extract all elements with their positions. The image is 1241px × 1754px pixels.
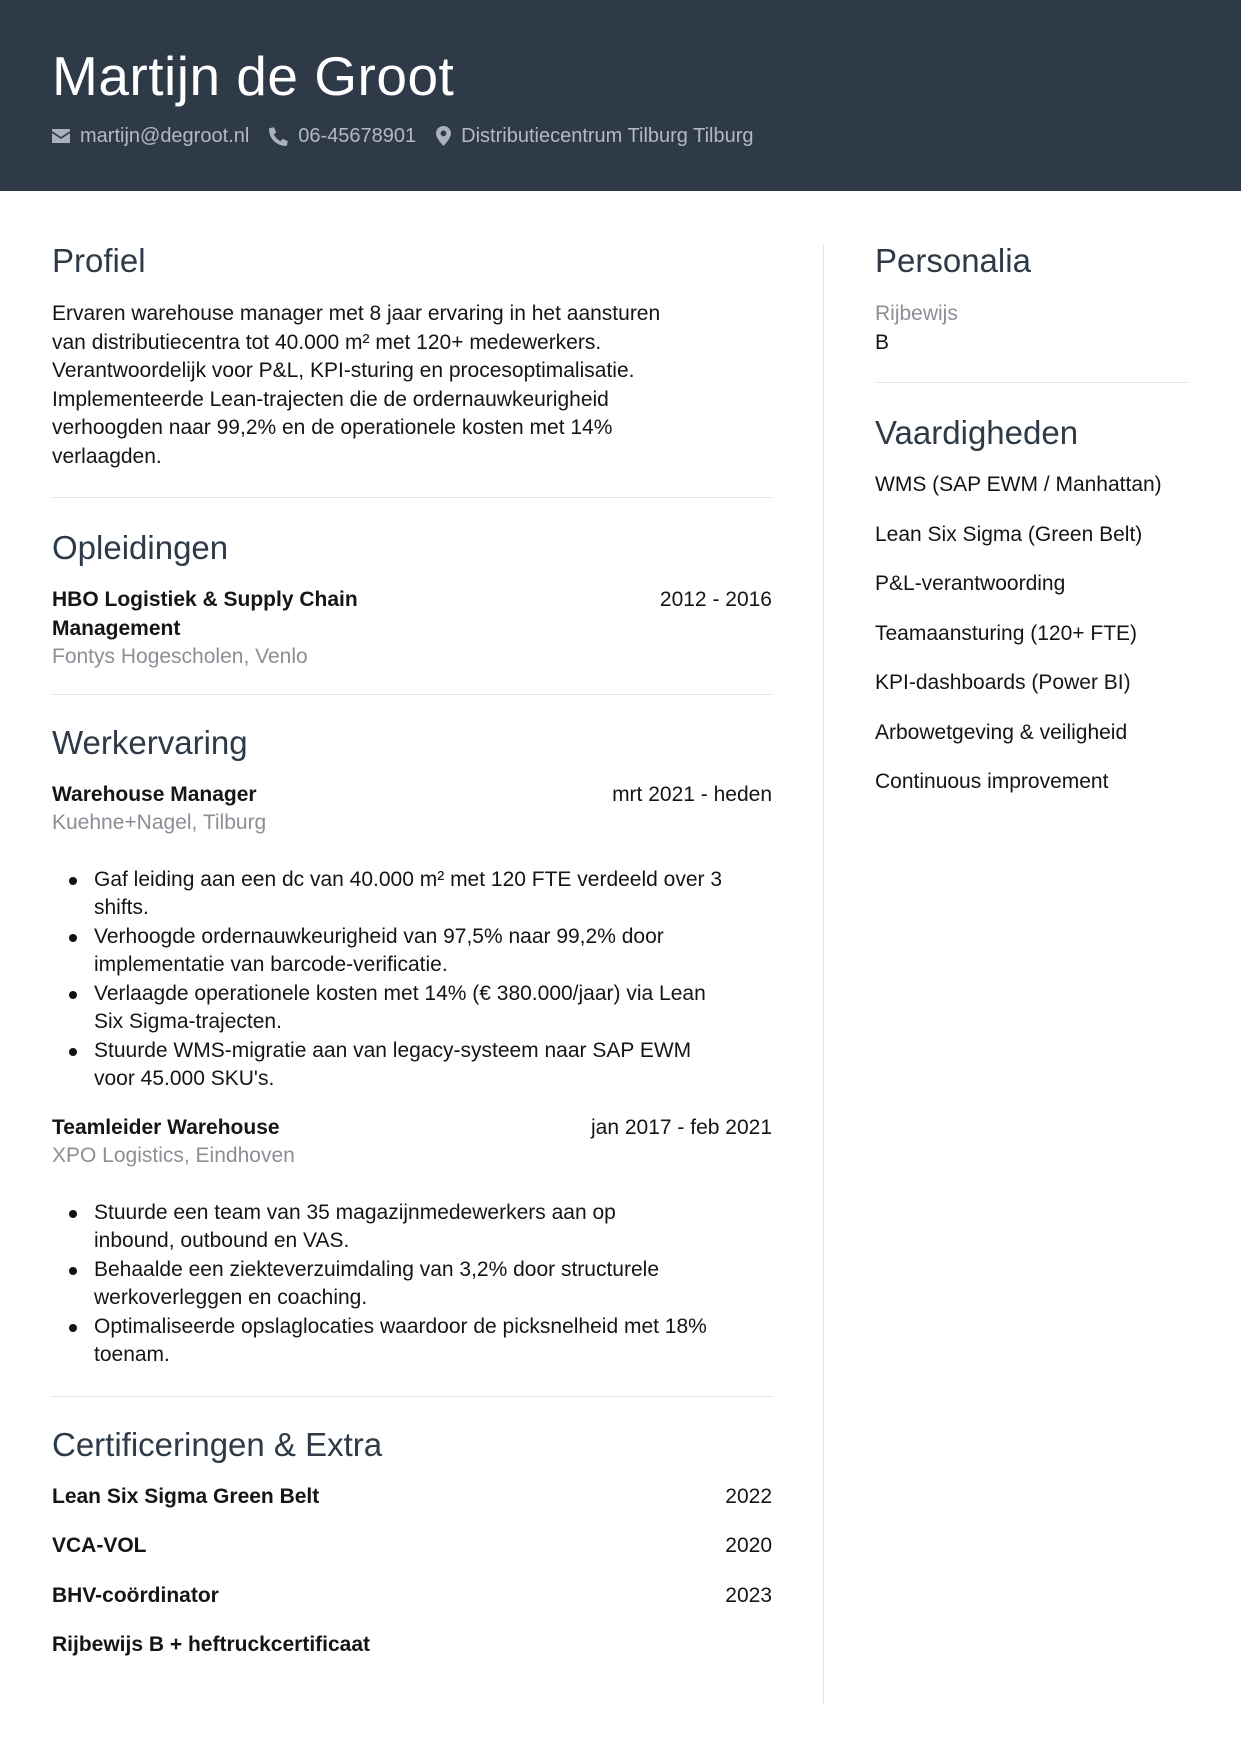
education-years: 2012 - 2016: [659, 588, 772, 611]
degree-line: HBO Logistiek & Supply Chain: [52, 588, 358, 611]
header-banner: [0, 0, 1241, 191]
contact-location: [436, 125, 753, 148]
list-item: Behaalde een ziekteverzuimdaling van 3,2% door structurele werkoverleggen en coaching.: [52, 1256, 772, 1313]
personalia-value: B: [875, 330, 890, 354]
skill-item: Teamaansturing (120+ FTE): [875, 621, 1138, 645]
list-item: Optimaliseerde opslaglocaties waardoor de picksnelheid met 18% toenam.: [52, 1313, 772, 1370]
school-name: Fontys Hogescholen, Venlo: [52, 645, 308, 668]
cert-name: VCA-VOL: [52, 1534, 147, 1557]
envelope-icon: [52, 129, 70, 143]
skill-item: WMS (SAP EWM / Manhattan): [875, 473, 1162, 496]
cert-year: 2020: [725, 1534, 772, 1557]
column-divider: [823, 245, 824, 1705]
contact-bar: [52, 122, 774, 150]
skills-section: [875, 412, 1188, 818]
location-text: Distributiecentrum Tilburg Tilburg: [461, 124, 754, 147]
job-period: mrt 2021 - heden: [612, 782, 772, 806]
list-item: Stuurde WMS-migratie aan van legacy-systeem naar SAP EWM voor 45.000 SKU's.: [52, 1037, 772, 1094]
main-column: [52, 240, 772, 1681]
education-section: [52, 527, 772, 672]
list-item: Verhoogde ordernauwkeurigheid van 97,5% naar 99,2% door implementatie van barcode-verificatie.: [52, 923, 772, 980]
cert-item: [52, 1582, 772, 1632]
side-column: [875, 240, 1188, 818]
map-pin-icon: [436, 126, 451, 146]
contact-phone[interactable]: [269, 125, 416, 148]
cert-item: [52, 1532, 772, 1582]
education-item: [52, 586, 772, 643]
profile-line: verhoogden naar 99,2% en de operationele kosten met 14%: [52, 416, 613, 439]
section-divider: [52, 694, 772, 695]
cert-name: Lean Six Sigma Green Belt: [52, 1484, 320, 1508]
cert-year: 2022: [725, 1484, 772, 1508]
skill-item: P&L-verantwoording: [875, 572, 1066, 595]
profile-line: Implementeerde Lean-trajecten die de ordernauwkeurigheid: [52, 387, 609, 411]
job-entry: [52, 781, 772, 1094]
degree-line: Management: [52, 616, 181, 640]
cert-name: Rijbewijs B + heftruckcertificaat: [52, 1633, 371, 1656]
certifications-section: [52, 1424, 772, 1681]
personalia-heading: Personalia: [875, 242, 1031, 279]
job-entry: [52, 1114, 772, 1370]
section-divider: [52, 497, 772, 498]
section-divider: [875, 382, 1188, 383]
profile-summary: [52, 300, 772, 471]
cert-item: [52, 1631, 772, 1681]
experience-section: [52, 722, 772, 1370]
personalia-label: Rijbewijs: [875, 302, 958, 325]
list-item: Gaf leiding aan een dc van 40.000 m² met 120 FTE verdeeld over 3 shifts.: [52, 866, 772, 923]
job-bullets: [52, 1199, 772, 1370]
job-bullets: [52, 866, 772, 1094]
list-item: Verlaagde operationele kosten met 14% (€ 380.000/jaar) via Lean Six Sigma-trajecten.: [52, 980, 772, 1037]
skill-item: Arbowetgeving & veiligheid: [875, 720, 1128, 744]
profile-line: Ervaren warehouse manager met 8 jaar ervaring in het aansturen: [52, 302, 661, 325]
profile-heading: Profiel: [52, 242, 146, 279]
cert-name: BHV-coördinator: [52, 1583, 219, 1607]
profile-line: Verantwoordelijk voor P&L, KPI-sturing en procesoptimalisatie.: [52, 359, 635, 382]
job-role: Warehouse Manager: [52, 782, 257, 806]
experience-heading: Werkervaring: [52, 723, 248, 761]
skill-item: KPI-dashboards (Power BI): [875, 671, 1131, 694]
skill-item: Lean Six Sigma (Green Belt): [875, 522, 1143, 546]
profile-section: [52, 240, 772, 471]
contact-email[interactable]: [52, 125, 249, 148]
personalia-section: [875, 240, 1188, 357]
skills-list: [875, 471, 1188, 818]
job-role: Teamleider Warehouse: [52, 1115, 280, 1139]
section-divider: [52, 1396, 772, 1397]
profile-line: van distributiecentra tot 40.000 m² met 120+ medewerkers.: [52, 330, 602, 354]
cert-item: [52, 1483, 772, 1533]
phone-text: 06-45678901: [298, 124, 417, 147]
phone-icon: [269, 127, 288, 146]
job-period: jan 2017 - feb 2021: [591, 1115, 772, 1139]
degree-title: [52, 586, 358, 643]
certifications-heading: Certificeringen & Extra: [52, 1425, 383, 1463]
education-heading: Opleidingen: [52, 529, 229, 566]
skill-item: Continuous improvement: [875, 770, 1109, 793]
skills-heading: Vaardigheden: [875, 414, 1079, 451]
cert-year: 2023: [725, 1583, 772, 1607]
profile-line: verlaagden.: [52, 444, 162, 468]
email-text: martijn@degroot.nl: [80, 124, 250, 147]
job-company: Kuehne+Nagel, Tilburg: [52, 811, 267, 834]
candidate-name: Martijn de Groot: [52, 45, 455, 107]
list-item: Stuurde een team van 35 magazijnmedewerkers aan op inbound, outbound en VAS.: [52, 1199, 772, 1256]
job-company: XPO Logistics, Eindhoven: [52, 1144, 295, 1167]
